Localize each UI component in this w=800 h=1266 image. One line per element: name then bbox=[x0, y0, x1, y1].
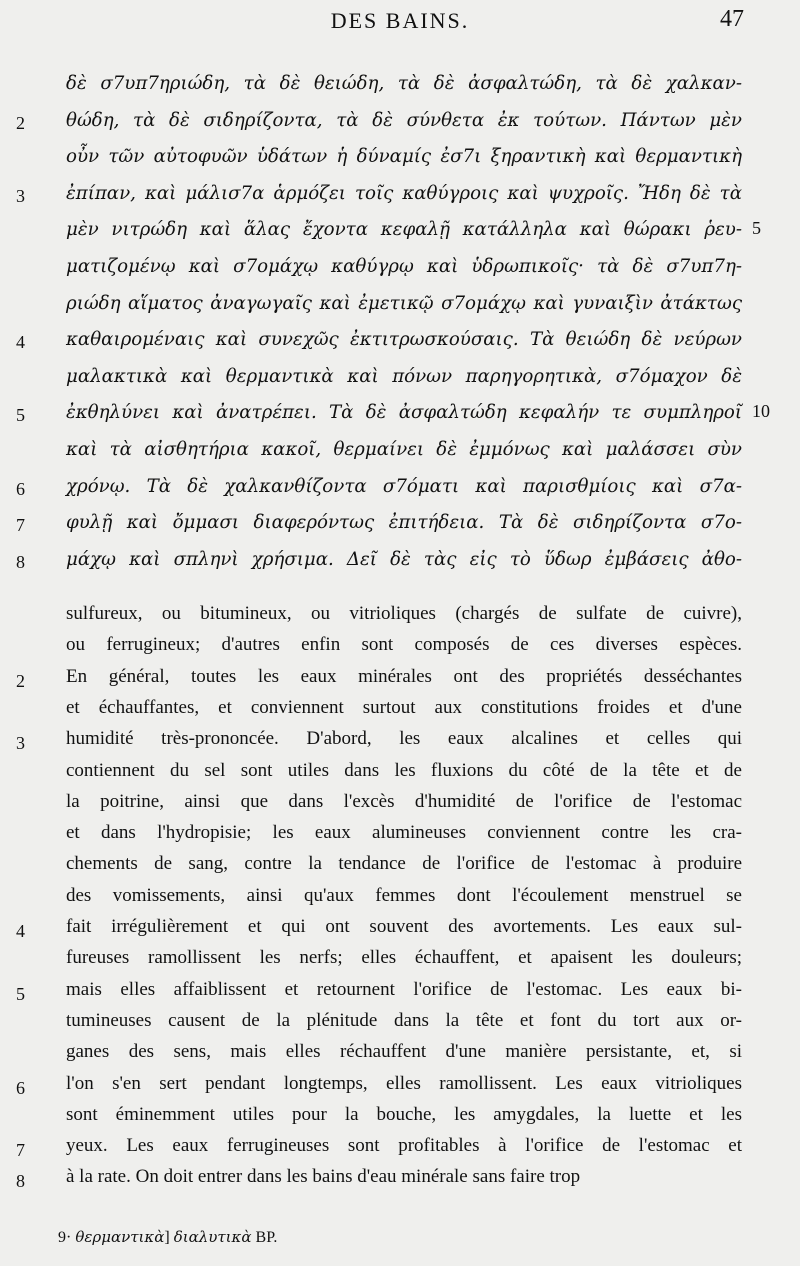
french-line: sont éminemment utiles pour la bouche, les amygdales, la luette et les bbox=[66, 1103, 742, 1125]
french_margin_left-line-number: 7 bbox=[16, 1140, 25, 1161]
greek_margin_right-line-number: 10 bbox=[752, 401, 770, 422]
french_margin_left-line-number: 5 bbox=[16, 983, 25, 1004]
page-number: 47 bbox=[720, 6, 744, 32]
french_margin_left-line-number: 2 bbox=[16, 670, 25, 691]
french-line: ganes des sens, mais elles réchauffent d'une manière persistante, et, si bbox=[66, 1041, 742, 1063]
french-line: l'on s'en sert pendant longtemps, elles ramollissent. Les eaux vitrioliques bbox=[66, 1072, 742, 1094]
greek-line: οὖν τῶν αὐτοφυῶν ὑδάτων ἡ δύναμίς ἐσ7ι ξηραντικὴ καὶ θερμαντικὴ bbox=[66, 146, 742, 168]
footnote-sigla: BP. bbox=[255, 1229, 278, 1246]
greek-line: ἐπίπαν, καὶ μάλισ7α ἁρμόζει τοῖς καθύγροις καὶ ψυχροῖς. Ἤδη δὲ τὰ bbox=[66, 182, 742, 204]
greek-line: μὲν νιτρώδη καὶ ἅλας ἔχοντα κεφαλῇ κατάλληλα καὶ θώρακι ῥευ- bbox=[66, 219, 742, 241]
greek-line: ἐκθηλύνει καὶ ἀνατρέπει. Τὰ δὲ ἀσφαλτώδη κεφαλήν τε συμπληροῖ bbox=[66, 402, 742, 424]
french-line: yeux. Les eaux ferrugineuses sont profitables à l'orifice de l'estomac et bbox=[66, 1135, 742, 1157]
greek_margin_left-line-number: 6 bbox=[16, 478, 25, 499]
french-line: ou ferrugineux; d'autres enfin sont composés de ces diverses espèces. bbox=[66, 634, 742, 656]
greek_margin_left-line-number: 7 bbox=[16, 515, 25, 536]
critical-apparatus-footnote bbox=[58, 1228, 758, 1247]
french-line: à la rate. On doit entrer dans les bains d'eau minérale sans faire trop bbox=[66, 1166, 581, 1188]
french-line: fureuses ramollissent les nerfs; elles échauffent, et apaisent les douleurs; bbox=[66, 947, 742, 969]
footnote-variant: διαλυτικὰ bbox=[173, 1228, 252, 1246]
french-line: et échauffantes, et conviennent surtout aux constitutions froides et d'une bbox=[66, 696, 742, 718]
french-line: mais elles affaiblissent et retournent l'orifice de l'estomac. Les eaux bi- bbox=[66, 978, 742, 1000]
greek-line: χρόνῳ. Τὰ δὲ χαλκανθίζοντα σ7όματι καὶ παρισθμίοις καὶ σ7α- bbox=[66, 475, 742, 497]
greek-line: θώδη, τὰ δὲ σιδηρίζοντα, τὰ δὲ σύνθετα ἐκ τούτων. Πάντων μὲν bbox=[66, 109, 742, 131]
greek-line: δὲ σ7υπ7ηριώδη, τὰ δὲ θειώδη, τὰ δὲ ἀσφαλτώδη, τὰ δὲ χαλκαν- bbox=[66, 73, 742, 94]
greek_margin_right-line-number: 5 bbox=[752, 218, 761, 239]
french-line: et dans l'hydropisie; les eaux alumineuses conviennent contre les cra- bbox=[66, 822, 742, 844]
french-line: des vomissements, ainsi qu'aux femmes dont l'écoulement menstruel se bbox=[66, 884, 742, 906]
french-line: la poitrine, ainsi que dans l'excès d'humidité de l'orifice de l'estomac bbox=[66, 790, 742, 812]
greek-line: φυλῇ καὶ ὄμμασι διαφερόντως ἐπιτήδεια. Τὰ δὲ σιδηρίζοντα σ7ο- bbox=[66, 512, 742, 534]
french-line: sulfureux, ou bitumineux, ou vitrioliques (chargés de sulfate de cuivre), bbox=[66, 603, 742, 624]
greek-line: μαλακτικὰ καὶ θερμαντικὰ καὶ πόνων παρηγορητικὰ, σ7όμαχον δὲ bbox=[66, 365, 742, 387]
greek-line: ματιζομένῳ καὶ σ7ομάχῳ καθύγρῳ καὶ ὑδρωπικοῖς· τὰ δὲ σ7υπ7η- bbox=[66, 256, 742, 277]
footnote-bracket: ] bbox=[164, 1229, 170, 1246]
french_margin_left-line-number: 8 bbox=[16, 1171, 25, 1192]
greek-line: ριώδη αἵματος ἀναγωγαῖς καὶ ἐμετικῷ σ7ομάχῳ καὶ γυναιξὶν ἀτάκτως bbox=[66, 292, 742, 314]
greek_margin_left-line-number: 2 bbox=[16, 112, 25, 133]
greek-line: καὶ τὰ αἰσθητήρια κακοῖ, θερμαίνει δὲ ἐμμόνως καὶ μαλάσσει σὺν bbox=[66, 439, 742, 460]
french-line: tumineuses causent de la plénitude dans la tête et font du tort aux or- bbox=[66, 1009, 742, 1031]
french_margin_left-line-number: 6 bbox=[16, 1077, 25, 1098]
greek_margin_left-line-number: 4 bbox=[16, 332, 25, 353]
greek_margin_left-line-number: 3 bbox=[16, 185, 25, 206]
running-header: DES BAINS. bbox=[330, 8, 470, 33]
greek_margin_left-line-number: 5 bbox=[16, 405, 25, 426]
greek_margin_left-line-number: 8 bbox=[16, 551, 25, 572]
french_margin_left-line-number: 3 bbox=[16, 733, 25, 754]
greek-line: μάχῳ καὶ σπληνὶ χρήσιμα. Δεῖ δὲ τὰς εἰς τὸ ὕδωρ ἐμβάσεις ἀθο- bbox=[66, 548, 742, 570]
greek-line: καθαιρομέναις καὶ συνεχῶς ἐκτιτρωσκούσαις. Τὰ θειώδη δὲ νεύρων bbox=[66, 329, 742, 351]
french-line: fait irrégulièrement et qui ont souvent des avortements. Les eaux sul- bbox=[66, 916, 742, 937]
french-line: chements de sang, contre la tendance de l'orifice de l'estomac à produire bbox=[66, 853, 742, 875]
french-line: En général, toutes les eaux minérales ont des propriétés desséchantes bbox=[66, 665, 742, 687]
footnote-number: 9· bbox=[58, 1229, 72, 1246]
footnote-lemma: θερμαντικὰ bbox=[75, 1228, 165, 1246]
french_margin_left-line-number: 4 bbox=[16, 921, 25, 941]
french-line: humidité très-prononcée. D'abord, les eaux alcalines et celles qui bbox=[66, 728, 742, 750]
french-line: contiennent du sel sont utiles dans les fluxions du côté de la tête et de bbox=[66, 759, 742, 781]
